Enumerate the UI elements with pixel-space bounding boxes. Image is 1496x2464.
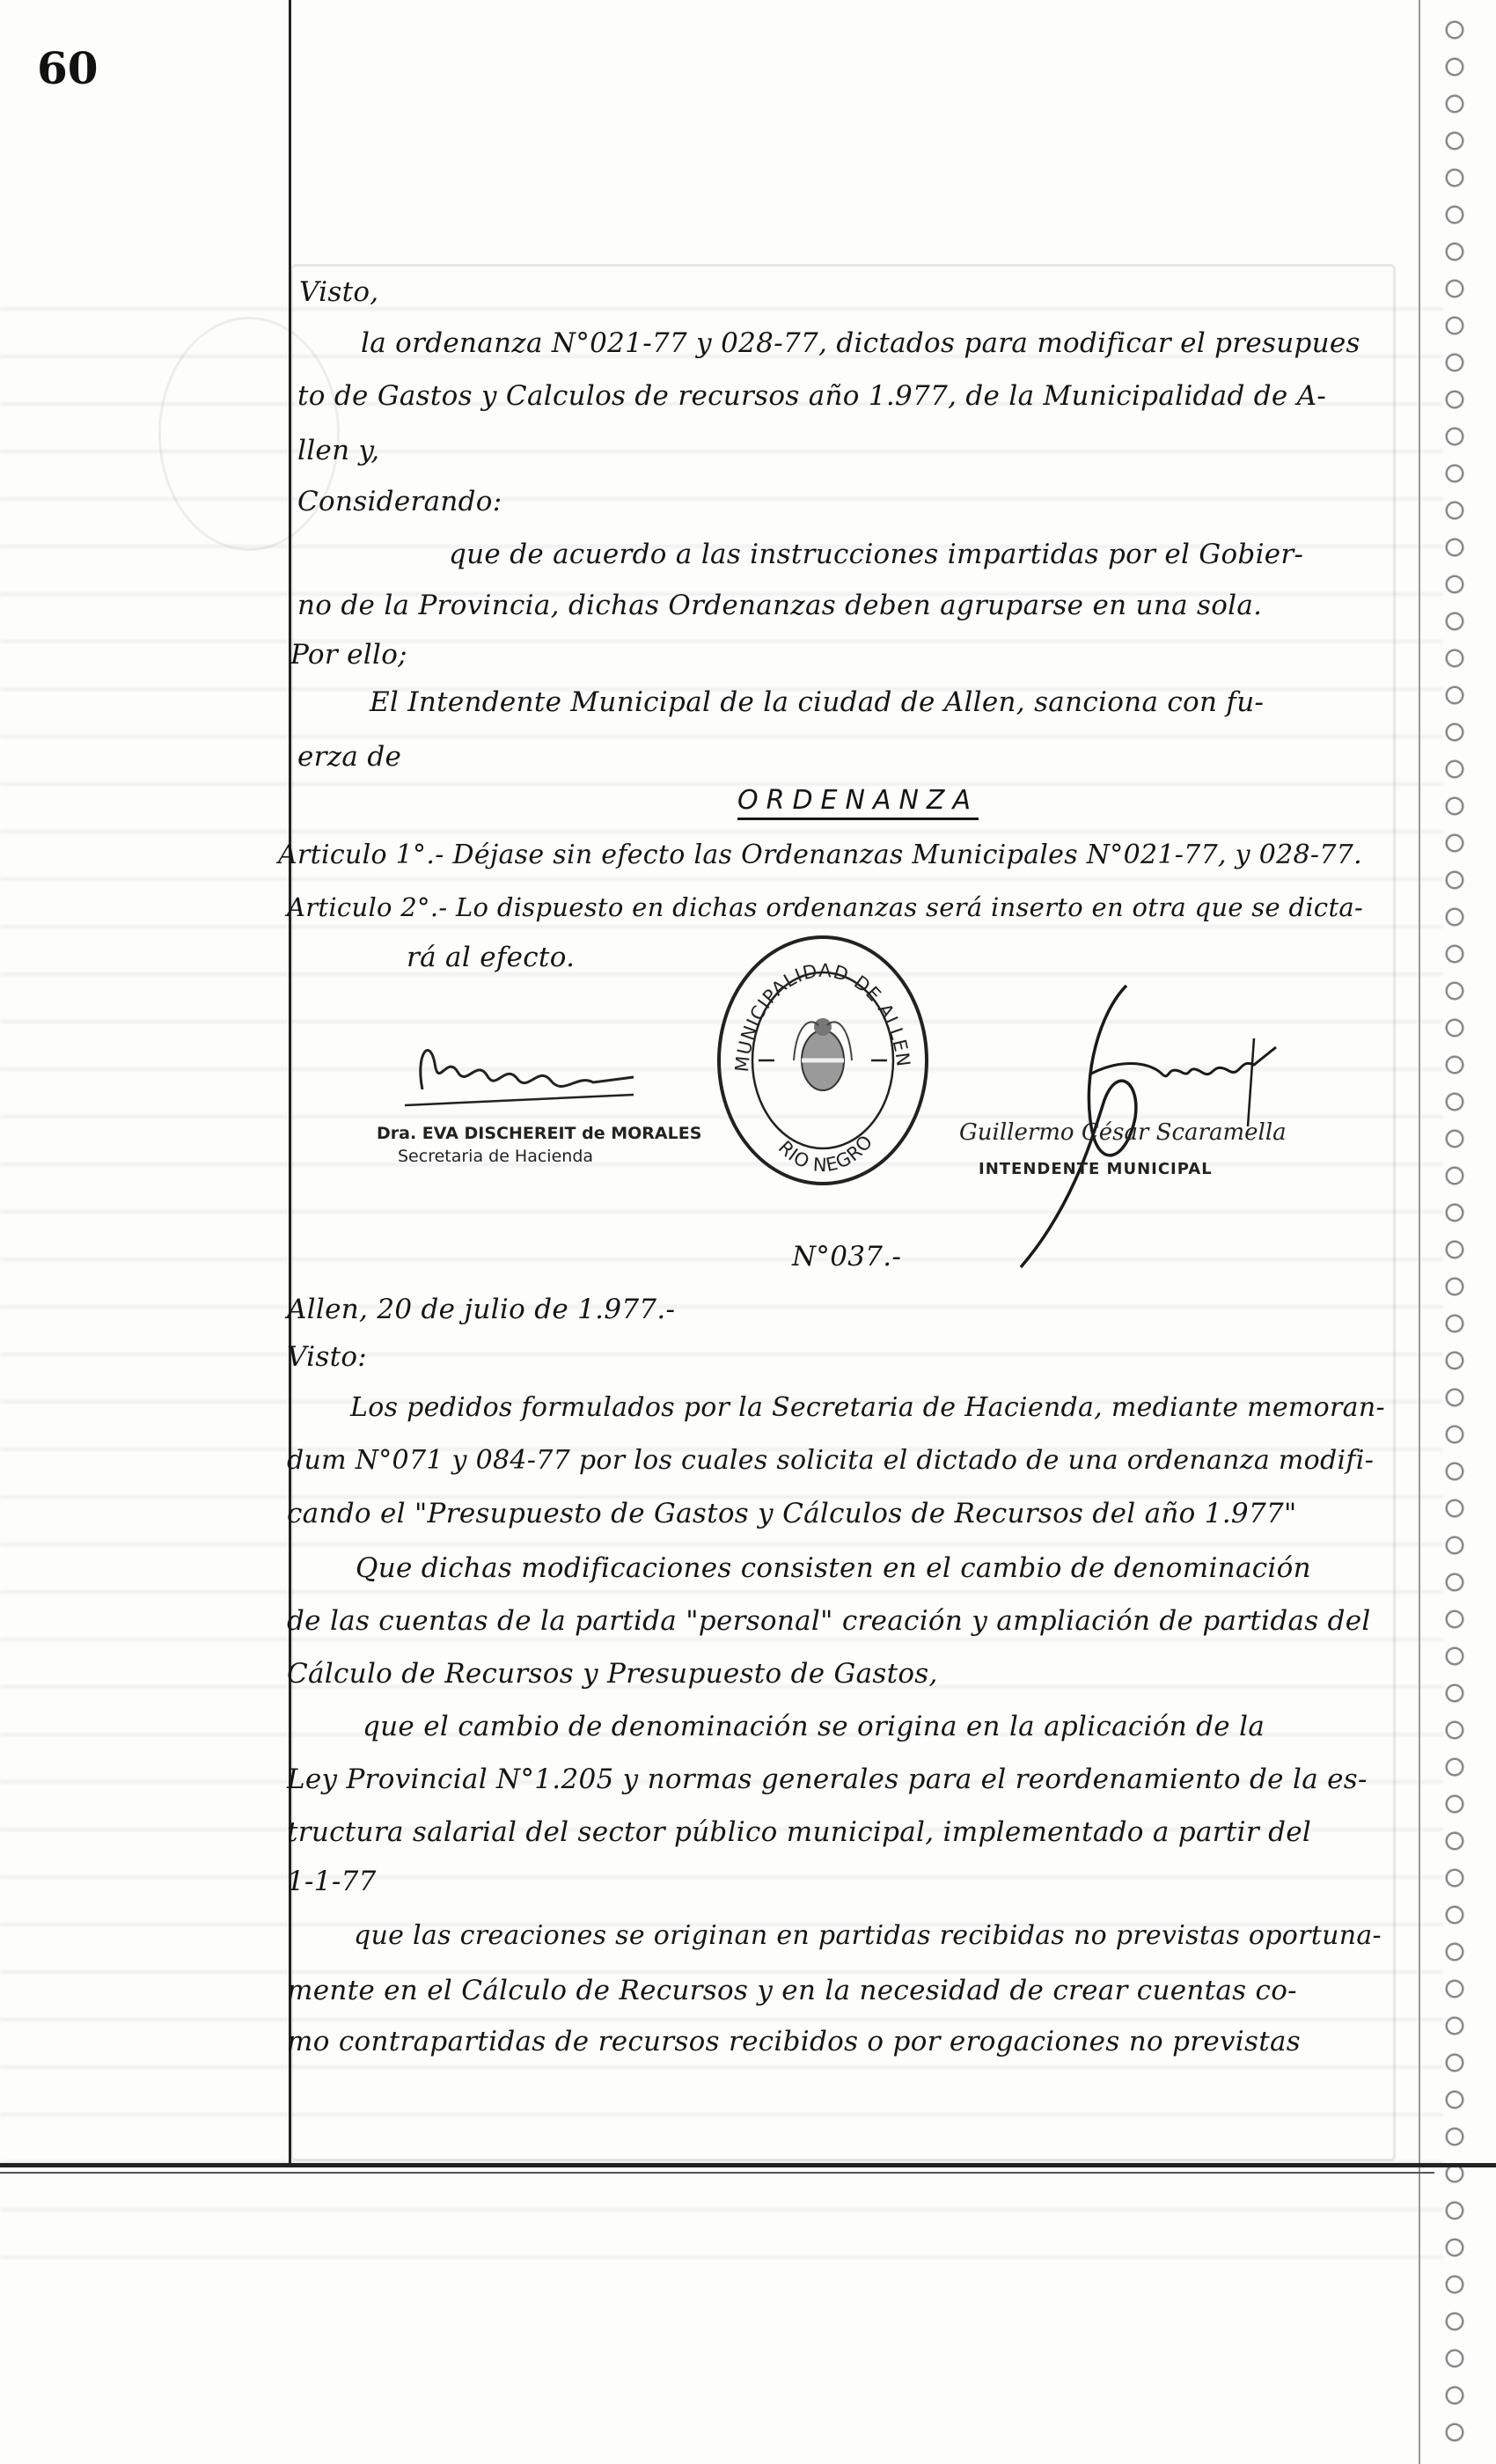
visto-label-2: Visto: bbox=[287, 1341, 368, 1373]
body-line: Que dichas modificaciones consisten en el cambio de denominación bbox=[356, 1552, 1311, 1584]
visto-line: llen y, bbox=[297, 435, 380, 466]
municipal-seal-stamp bbox=[713, 928, 933, 1192]
right-signatory-name: Guillermo César Scaramella bbox=[959, 1119, 1287, 1146]
body-line: Ley Provincial N°1.205 y normas generales para el reordenamiento de la es- bbox=[287, 1764, 1368, 1795]
body-line: mente en el Cálculo de Recursos y en la necesidad de crear cuentas co- bbox=[287, 1975, 1297, 2006]
visto-line: la ordenanza N°021-77 y 028-77, dictados para modificar el presupues bbox=[361, 327, 1360, 359]
place-date: Allen, 20 de julio de 1.977.- bbox=[287, 1294, 676, 1325]
article-line: Articulo 2°.- Lo dispuesto en dichas ordenanzas será inserto en otra que se dicta- bbox=[287, 892, 1364, 922]
sanction-line: erza de bbox=[297, 741, 402, 773]
body-line: Cálculo de Recursos y Presupuesto de Gastos, bbox=[287, 1658, 938, 1690]
visto-label: Visto, bbox=[299, 276, 379, 308]
svg-text:RIO NEGRO bbox=[774, 1131, 877, 1176]
left-signatory-name: Dra. EVA DISCHEREIT de MORALES bbox=[377, 1124, 702, 1143]
visto-line: to de Gastos y Calculos de recursos año 1.977, de la Municipalidad de A- bbox=[297, 380, 1327, 412]
considerando-line: que de acuerdo a las instrucciones impartidas por el Gobier- bbox=[449, 539, 1304, 570]
considerando-line: no de la Provincia, dichas Ordenanzas deben agruparse en una sola. bbox=[297, 590, 1263, 621]
seal-bottom-text: RIO NEGRO bbox=[774, 1130, 877, 1177]
body-line: tructura salarial del sector público municipal, implementado a partir del bbox=[287, 1816, 1312, 1848]
body-line: que el cambio de denominación se origina en la aplicación de la bbox=[363, 1711, 1265, 1742]
body-line: que las creaciones se originan en partidas recibidas no previstas oportuna- bbox=[354, 1920, 1382, 1951]
considerando-label: Considerando: bbox=[297, 486, 502, 517]
body-line: 1-1-77 bbox=[287, 1866, 377, 1897]
bottom-rule-secondary bbox=[0, 2172, 1434, 2174]
ordinance-title: ORDENANZA bbox=[737, 785, 979, 820]
binding-holes bbox=[1424, 18, 1485, 2446]
body-line: mo contrapartidas de recursos recibidos o por erogaciones no previstas bbox=[287, 2026, 1301, 2057]
body-line: dum N°071 y 084-77 por los cuales solicita el dictado de una ordenanza modifi- bbox=[287, 1445, 1375, 1476]
article-line: Articulo 1°.- Déjase sin efecto las Ordenanzas Municipales N°021-77, y 028-77. bbox=[278, 840, 1362, 870]
considerando-line: Por ello; bbox=[290, 639, 407, 671]
ordinance-number: N°037.- bbox=[792, 1241, 902, 1272]
page-number: 60 bbox=[37, 42, 99, 94]
left-signature-scribble bbox=[396, 1028, 642, 1116]
body-line: cando el "Presupuesto de Gastos y Cálculos de Recursos del año 1.977" bbox=[287, 1498, 1297, 1529]
body-line: Los pedidos formulados por la Secretaria de Hacienda, mediante memoran- bbox=[350, 1392, 1385, 1423]
article-line: rá al efecto. bbox=[407, 942, 576, 973]
seal-top-text: MUNICIPALIDAD DE ALLEN bbox=[730, 959, 914, 1074]
sanction-line: El Intendente Municipal de la ciudad de Allen, sanciona con fu- bbox=[370, 686, 1265, 718]
body-line: de las cuentas de la partida "personal" creación y ampliación de partidas del bbox=[287, 1605, 1371, 1637]
left-signatory-role: Secretaria de Hacienda bbox=[398, 1147, 594, 1166]
right-signatory-role: INTENDENTE MUNICIPAL bbox=[979, 1160, 1213, 1178]
bottom-rule bbox=[0, 2163, 1496, 2167]
page-right-edge bbox=[1419, 0, 1420, 2464]
